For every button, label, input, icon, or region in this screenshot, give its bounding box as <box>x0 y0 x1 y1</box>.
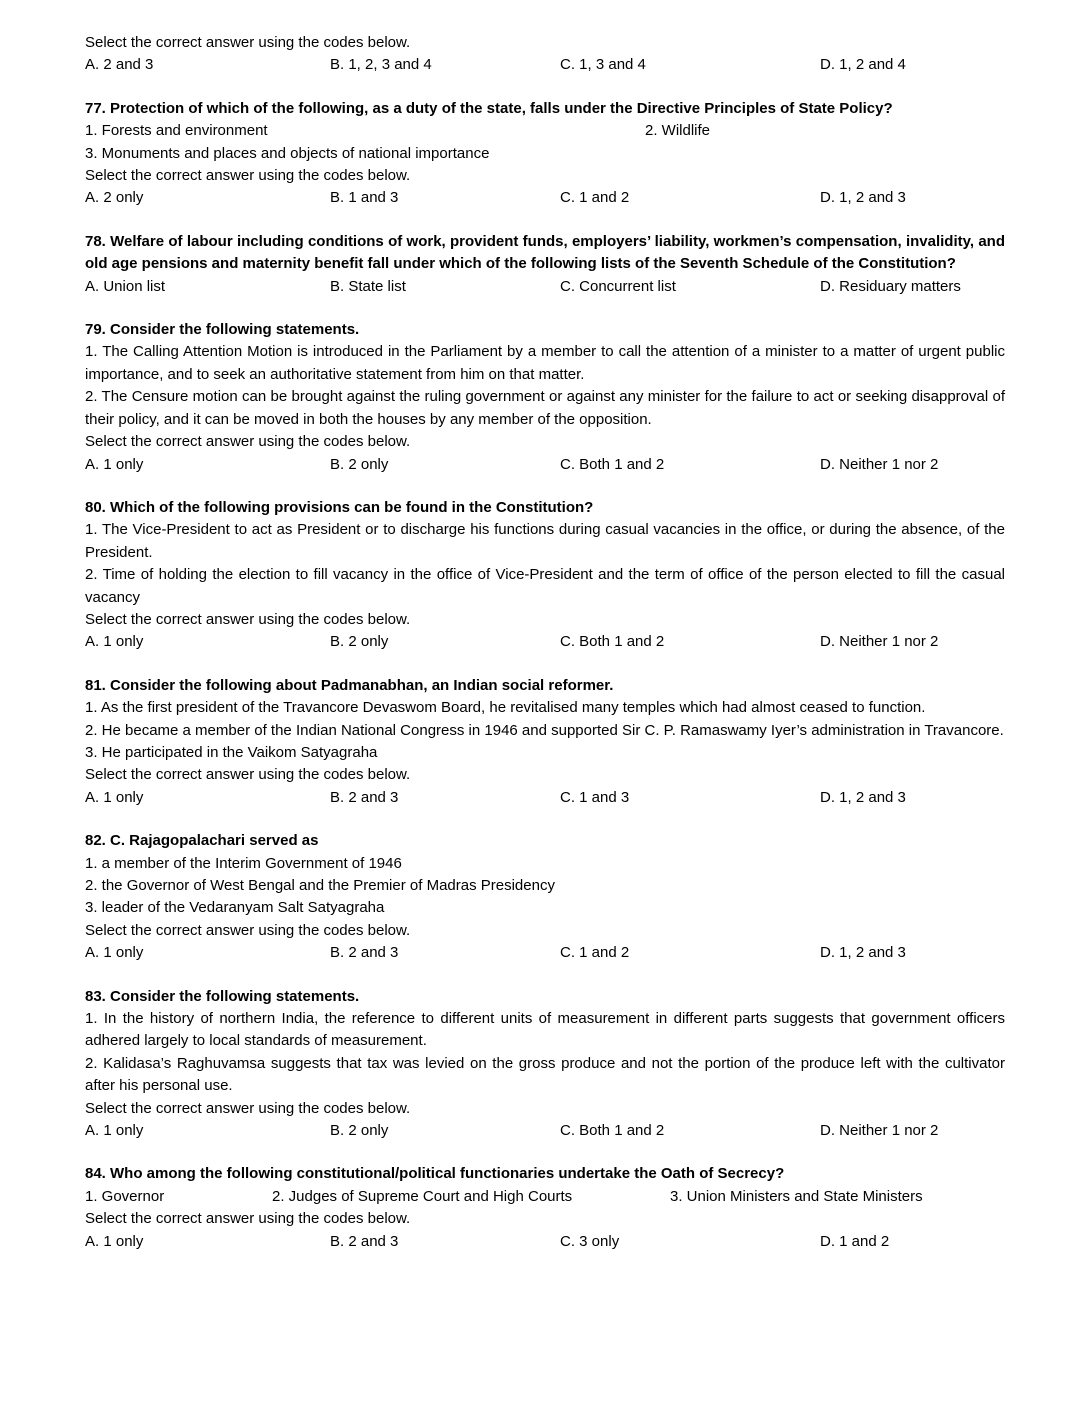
question-block-carryover <box>85 32 1005 77</box>
select-codes-line: Select the correct answer using the codes below. <box>85 766 411 784</box>
options-row <box>85 187 1005 209</box>
option-d: D. Residuary matters <box>820 277 961 295</box>
question-title: 77. Protection of which of the following, as a duty of the state, falls under the Directive Principles of State Policy? <box>85 99 893 117</box>
numbered-items-row <box>85 120 1005 142</box>
item-2: 2. Judges of Supreme Court and High Courts <box>272 1187 573 1205</box>
numbered-items-row <box>85 1186 1005 1208</box>
option-a: A. 1 only <box>85 633 144 651</box>
option-d: D. 1, 2 and 3 <box>820 944 906 962</box>
item-3: 3. Monuments and places and objects of national importance <box>85 144 490 162</box>
question-block-78 <box>85 231 1005 298</box>
option-d: D. Neither 1 nor 2 <box>820 1122 939 1140</box>
question-title: 81. Consider the following about Padmanabhan, an Indian social reformer. <box>85 676 614 694</box>
select-codes-line: Select the correct answer using the codes below. <box>85 610 411 628</box>
question-block-79 <box>85 319 1005 476</box>
item-1: 1. Governor <box>85 1187 165 1205</box>
option-b: B. 2 only <box>330 1122 389 1140</box>
options-row <box>85 631 1005 653</box>
statement-1: 1. As the first president of the Travancore Devaswom Board, he revitalised many temples which had almost ceased to function. <box>85 699 926 717</box>
option-c: C. Both 1 and 2 <box>560 633 665 651</box>
question-block-81 <box>85 675 1005 809</box>
options-row <box>85 1120 1005 1142</box>
item-3: 3. Union Ministers and State Ministers <box>670 1187 923 1205</box>
options-row <box>85 54 1005 76</box>
option-c: C. Both 1 and 2 <box>560 1122 665 1140</box>
statement-1: 1. The Calling Attention Motion is introduced in the Parliament by a member to call the attention of a minister to a matter of urgent public importance, and to seek an authoritative statement from him on that matter. <box>85 343 1005 383</box>
select-codes-line: Select the correct answer using the codes below. <box>85 433 411 451</box>
statement-2: 2. Kalidasa’s Raghuvamsa suggests that tax was levied on the gross produce and not the portion of the produce left with the cultivator after his personal use. <box>85 1054 1005 1095</box>
question-title: 84. Who among the following constitutional/political functionaries undertake the Oath of Secrecy? <box>85 1165 785 1183</box>
option-d: D. Neither 1 nor 2 <box>820 455 939 473</box>
option-a: A. 1 only <box>85 788 144 806</box>
options-row <box>85 787 1005 809</box>
item-2: 2. Wildlife <box>645 122 711 140</box>
option-c: C. 1 and 3 <box>560 788 630 806</box>
statement-2: 2. the Governor of West Bengal and the Premier of Madras Presidency <box>85 877 555 894</box>
question-block-80 <box>85 497 1005 654</box>
option-b: B. 1 and 3 <box>330 189 399 207</box>
option-a: A. 1 only <box>85 1232 144 1250</box>
statement-2: 2. Time of holding the election to fill vacancy in the office of Vice-President and the term of office of the person elected to fill the casual vacancy <box>85 566 1005 606</box>
option-b: B. 2 and 3 <box>330 1232 399 1250</box>
question-title: 78. Welfare of labour including conditions of work, provident funds, employers’ liability, workmen’s compensation, invalidity, and old age pensions and maternity benefit fall under which of the following lists of the Seventh Schedule of the Constitution? <box>85 232 1005 273</box>
option-d: D. 1, 2 and 3 <box>820 788 906 806</box>
statement-2: 2. The Censure motion can be brought against the ruling government or against any minister for the failure to act or seeking disapproval of their policy, and it can be moved in both the houses by any member of the opposition. <box>85 388 1005 428</box>
options-row <box>85 276 1005 298</box>
select-codes-line: Select the correct answer using the codes below. <box>85 1210 411 1228</box>
option-c: C. 1 and 2 <box>560 189 630 207</box>
question-block-82 <box>85 830 1005 964</box>
question-title: 83. Consider the following statements. <box>85 987 360 1005</box>
option-b: B. 2 only <box>330 633 389 651</box>
statement-1: 1. In the history of northern India, the reference to different units of measurement in different parts suggests that government officers adhered largely to local standards of measurement. <box>85 1010 1005 1050</box>
option-c: C. 1, 3 and 4 <box>560 56 646 74</box>
options-row <box>85 1231 1005 1253</box>
option-a: A. Union list <box>85 277 166 295</box>
options-row <box>85 454 1005 476</box>
question-title: 80. Which of the following provisions can be found in the Constitution? <box>85 498 594 516</box>
option-c: C. Both 1 and 2 <box>560 455 665 473</box>
option-b: B. 2 and 3 <box>330 944 399 962</box>
option-b: B. 2 only <box>330 455 389 473</box>
option-c: C. 1 and 2 <box>560 944 630 962</box>
option-b: B. 1, 2, 3 and 4 <box>330 56 432 74</box>
select-codes-line: Select the correct answer using the codes below. <box>85 167 411 185</box>
option-a: A. 1 only <box>85 1122 144 1140</box>
option-d: D. Neither 1 nor 2 <box>820 633 939 651</box>
option-d: D. 1, 2 and 3 <box>820 189 906 207</box>
option-a: A. 2 only <box>85 189 144 207</box>
option-a: A. 2 and 3 <box>85 56 154 74</box>
statement-3: 3. leader of the Vedaranyam Salt Satyagraha <box>85 899 385 917</box>
option-c: C. Concurrent list <box>560 277 676 295</box>
question-block-77 <box>85 98 1005 210</box>
question-block-84 <box>85 1163 1005 1253</box>
question-block-83 <box>85 986 1005 1143</box>
statement-3: 3. He participated in the Vaikom Satyagraha <box>85 743 378 761</box>
option-b: B. 2 and 3 <box>330 788 399 806</box>
statement-2: 2. He became a member of the Indian National Congress in 1946 and supported Sir C. P. Ramaswamy Iyer’s administration in Travancore. <box>85 721 1004 739</box>
option-c: C. 3 only <box>560 1232 620 1250</box>
select-codes-line: Select the correct answer using the codes below. <box>85 34 411 51</box>
question-title: 82. C. Rajagopalachari served as <box>85 832 319 850</box>
select-codes-line: Select the correct answer using the codes below. <box>85 1099 411 1117</box>
options-row <box>85 942 1005 964</box>
option-d: D. 1, 2 and 4 <box>820 56 906 74</box>
option-a: A. 1 only <box>85 455 144 473</box>
statement-1: 1. a member of the Interim Government of 1946 <box>85 854 402 872</box>
question-title: 79. Consider the following statements. <box>85 321 360 339</box>
select-codes-line: Select the correct answer using the codes below. <box>85 921 411 939</box>
item-1: 1. Forests and environment <box>85 122 268 140</box>
option-b: B. State list <box>330 277 406 295</box>
statement-1: 1. The Vice-President to act as President or to discharge his functions during casual vacancies in the office, or during the absence, of the President. <box>85 521 1005 561</box>
option-a: A. 1 only <box>85 944 144 962</box>
option-d: D. 1 and 2 <box>820 1232 890 1250</box>
